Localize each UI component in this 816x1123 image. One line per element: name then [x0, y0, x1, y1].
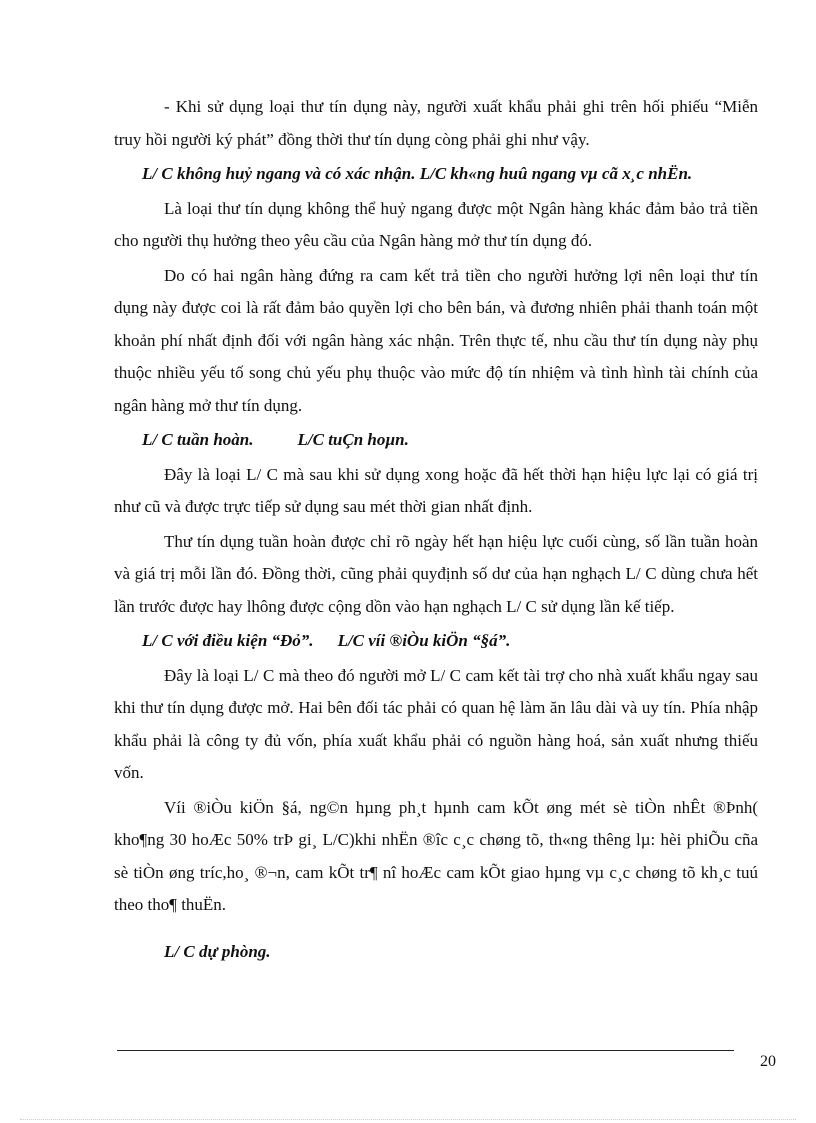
heading-revolving-lc: [114, 424, 758, 457]
paragraph-red-clause-garbled: Víi ®iÒu kiÖn §á, ng©n hµng ph¸t hµnh cam kÕt øng mét sè tiÒn nhÊt ®Þnh( kho¶ng 30 hoÆc 50% trÞ gi¸ L/C)khi nhËn ®îc c¸c chøng tõ, th«ng thêng lµ: hèi phiÕu cña sè tiÒn øng tríc,ho¸ ®¬n, cam kÕt tr¶ nî hoÆc cam kÕt giao hµng vµ c¸c chøng tõ kh¸c tuú theo tho¶ thuËn.: [114, 797, 758, 914]
page-bottom-border: [20, 1119, 796, 1120]
heading-red-clause-lc-garbled: L/C víi ®iÒu kiÖn “§á”.: [337, 631, 511, 650]
heading-standby-lc: L/ C dự phòng.: [164, 941, 271, 961]
footer-divider: [117, 1050, 734, 1051]
heading-revolving-lc-text: L/ C tuần hoàn.: [142, 430, 254, 449]
heading-red-clause-lc-text: L/ C với điều kiện “Đỏ”.: [142, 631, 314, 650]
paragraph-red-clause-definition: Đây là loại L/ C mà theo đó người mở L/ C cam kết tài trợ cho nhà xuất khẩu ngay sau khi thư tín dụng được mở. Hai bên đối tác phải có quan hệ làm ăn lâu dài và uy tín. Phía nhập khẩu phải là công ty đủ vốn, phía xuất khẩu phải có nguồn hàng hoá, sản xuất nhưng thiếu vốn.: [114, 665, 758, 782]
page-content: [114, 91, 758, 968]
paragraph-revolving-lc-definition: Đây là loại L/ C mà sau khi sử dụng xong hoặc đã hết thời hạn hiệu lực lại có giá trị như cũ và được trực tiếp sử dụng sau mét thời gian nhất định.: [114, 464, 758, 516]
paragraph-recourse-note: - Khi sử dụng loại thư tín dụng này, người xuất khẩu phải ghi trên hối phiếu “Miễn truy hồi người ký phát” đồng thời thư tín dụng còng phải ghi như vậy.: [114, 97, 758, 149]
paragraph-confirmed-lc-definition: Là loại thư tín dụng không thể huỷ ngang được một Ngân hàng khác đảm bảo trả tiền cho người thụ hưởng theo yêu cầu của Ngân hàng mở thư tín dụng đó.: [114, 198, 758, 250]
paragraph-revolving-lc-details: Thư tín dụng tuần hoàn được chỉ rõ ngày hết hạn hiệu lực cuối cùng, số lần tuần hoàn và giá trị mỗi lần đó. Đồng thời, cũng phải quyđịnh số dư của hạn nghạch L/ C dùng chưa hết lần trước được hay lhông được cộng dồn vào hạn nghạch L/ C sử dụng lần kế tiếp.: [114, 531, 758, 616]
heading-red-clause-lc: [114, 625, 758, 658]
heading-confirmed-lc: L/ C không huỷ ngang và có xác nhận. L/C kh«ng huû ngang vµ cã x¸c nhËn.: [142, 164, 693, 183]
heading-revolving-lc-garbled: L/C tuÇn hoµn.: [297, 430, 409, 449]
paragraph-confirmed-lc-details: Do có hai ngân hàng đứng ra cam kết trả tiền cho người hưởng lợi nên loại thư tín dụng này được coi là rất đảm bảo quyền lợi cho bên bán, và đương nhiên phải thanh toán một khoản phí nhất định đối với ngân hàng xác nhận. Trên thực tế, nhu cầu thư tín dụng này phụ thuộc nhiều yếu tố song chủ yếu phụ thuộc vào mức độ tín nhiệm và tình hình tài chính của ngân hàng mở thư tín dụng.: [114, 265, 758, 415]
page-number: 20: [760, 1053, 776, 1070]
